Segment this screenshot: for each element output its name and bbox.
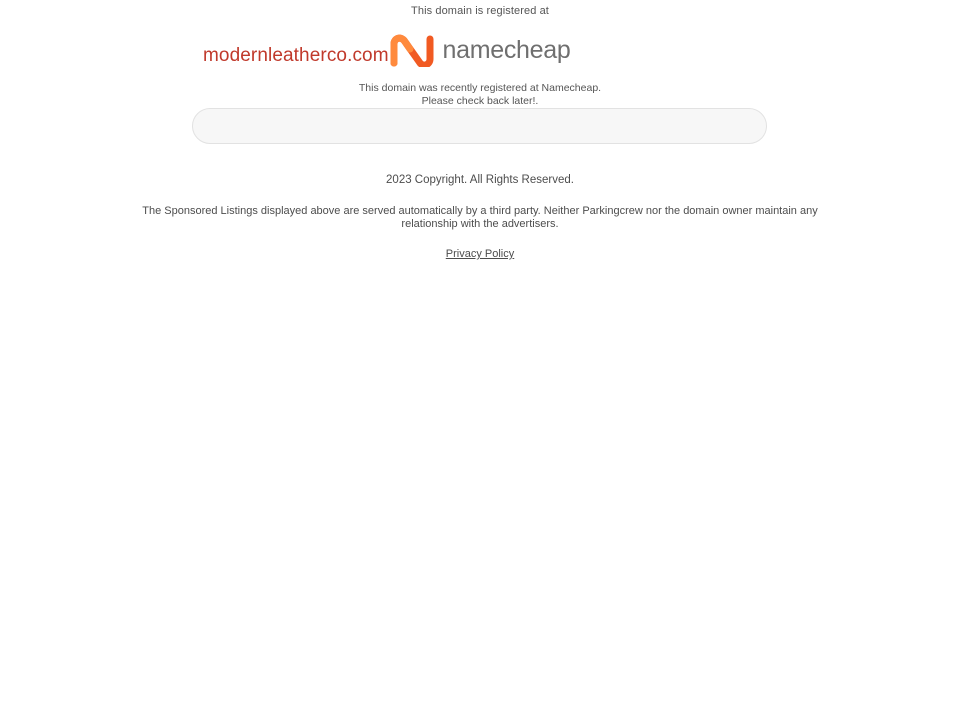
registrar-note-line-2: Please check back later!. [421, 95, 539, 107]
sponsored-listing-box[interactable] [192, 108, 767, 144]
registrar-intro-text: This domain is registered at [411, 5, 549, 17]
namecheap-logo[interactable] [380, 28, 580, 72]
privacy-policy-row [0, 244, 960, 262]
namecheap-wordmark: namecheap [442, 35, 571, 64]
disclaimer-text: The Sponsored Listings displayed above are served automatically by a third party. Neither Parkingcrew nor the domain owner maintain any relationship with the advertisers. [142, 205, 818, 230]
registrar-note [0, 82, 960, 108]
copyright-text: 2023 Copyright. All Rights Reserved. [386, 174, 574, 186]
namecheap-logo-icon [390, 33, 434, 67]
page-title: modernleatherco.com [203, 45, 389, 66]
search-input[interactable] [193, 109, 766, 143]
registrar-block [0, 0, 960, 108]
registrar-note-line-1: This domain was recently registered at Namecheap. [358, 82, 602, 94]
footer [0, 172, 960, 262]
privacy-policy-link[interactable]: Privacy Policy [445, 248, 515, 260]
